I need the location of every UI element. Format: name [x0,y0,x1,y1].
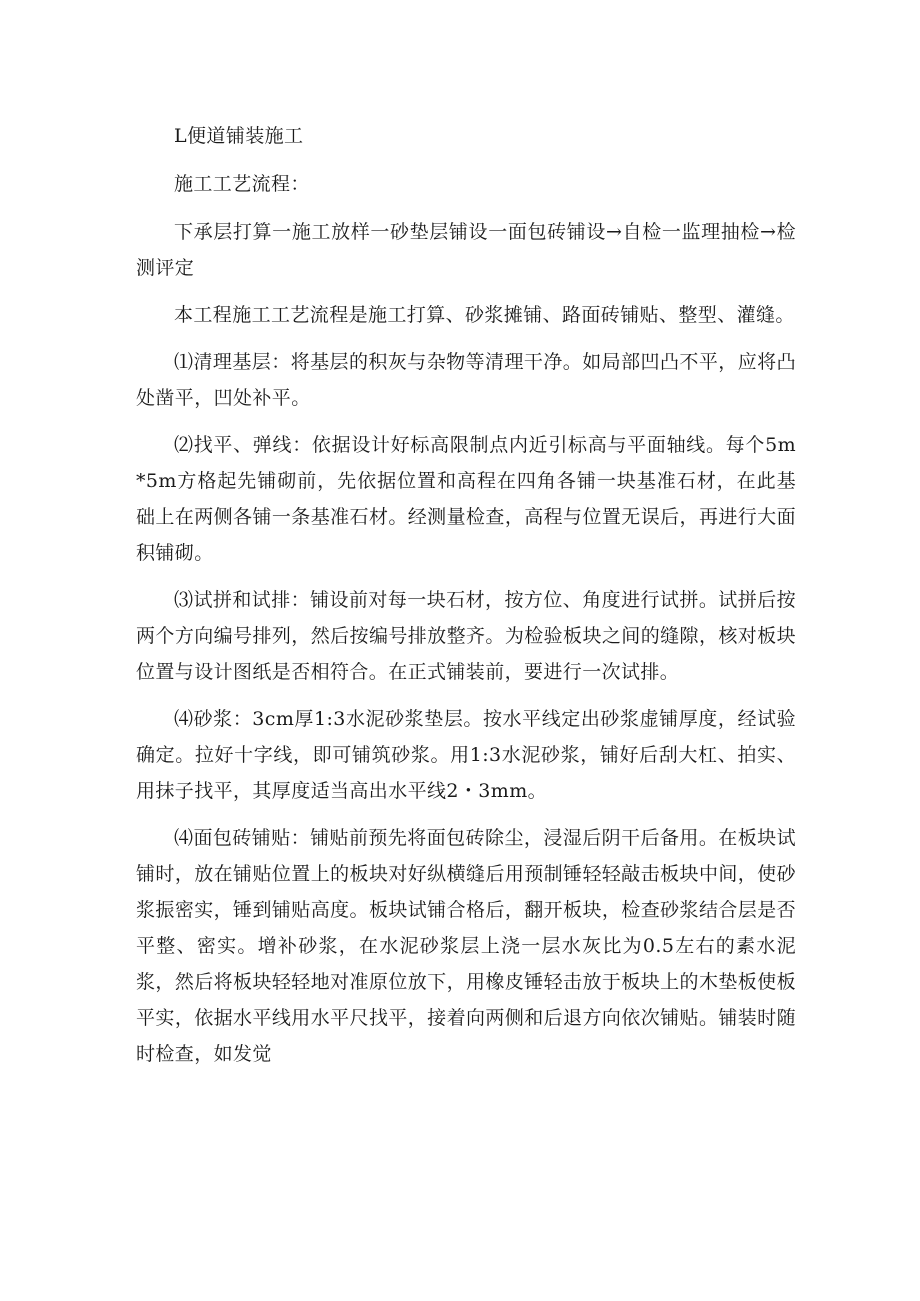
paragraph-step-4-mortar: ⑷砂浆：3cm厚1:3水泥砂浆垫层。按水平线定出砂浆虚铺厚度，经试验确定。拉好十字线，即可铺筑砂浆。用1:3水泥砂浆，铺好后刮大杠、拍实、用抹子找平，其厚度适当高出水平线2・3mm。 [136,708,796,802]
paragraph-overview: 本工程施工工艺流程是施工打算、砂浆摊铺、路面砖铺贴、整型、灌缝。 [174,304,795,326]
section-title: L便道铺装施工 [174,125,304,147]
paragraph-process-flow: 下承层打算一施工放样一砂垫层铺设一面包砖铺设→自检一监理抽检→检测评定 [136,221,796,279]
paragraph-step-1: ⑴清理基层：将基层的积灰与杂物等清理干净。如局部凹凸不平，应将凸处凿平，凹处补平。 [136,351,796,409]
section-subtitle: 施工工艺流程： [174,173,310,195]
paragraph-step-2: ⑵找平、弹线：依据设计好标高限制点内近引标高与平面轴线。每个5m*5m方格起先铺砌前，先依据位置和高程在四角各铺一块基准石材，在此基础上在两侧各铺一条基准石材。经测量检查，高程与位置无误后，再进行大面积铺砌。 [136,434,796,564]
paragraph-step-3: ⑶试拼和试排：铺设前对每一块石材，按方位、角度进行试拼。试拼后按两个方向编号排列，然后按编号排放整齐。为检验板块之间的缝隙，核对板块位置与设计图纸是否相符合。在正式铺装前，要进行一次试排。 [136,589,796,683]
paragraph-step-4-paving: ⑷面包砖铺贴：铺贴前预先将面包砖除尘，浸湿后阴干后备用。在板块试铺时，放在铺贴位置上的板块对好纵横缝后用预制锤轻轻敲击板块中间，使砂浆振密实，锤到铺贴高度。板块试铺合格后，翻开板块，检查砂浆结合层是否平整、密实。增补砂浆，在水泥砂浆层上浇一层水灰比为0.5左右的素水泥浆，然后将板块轻轻地对准原位放下，用橡皮锤轻击放于板块上的木垫板使板平实，依据水平线用水平尺找平，接着向两侧和后退方向依次铺贴。铺装时随时检查，如发觉 [136,827,796,1065]
document-body [136,118,796,1083]
